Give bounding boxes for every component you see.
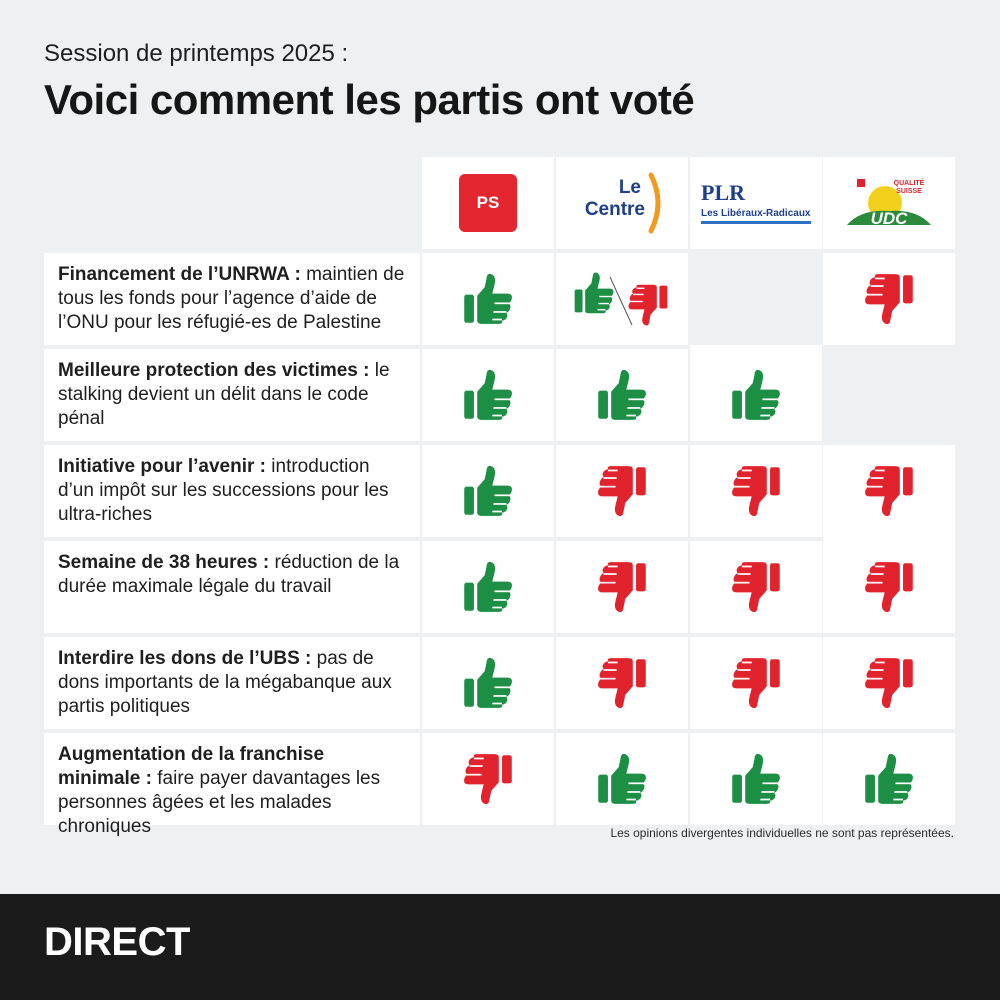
vote-cell-udc xyxy=(823,253,955,345)
vote-cell-ps xyxy=(422,637,554,729)
vote-cell-udc xyxy=(823,445,955,537)
plr-logo-bar xyxy=(701,221,811,224)
thumbs-up-icon xyxy=(595,752,649,806)
row-description: introduction d’un impôt sur les successions pour les ultra-riches xyxy=(58,456,389,525)
le-centre-logo xyxy=(577,171,667,235)
thumbs-up-icon xyxy=(461,656,515,710)
row-label xyxy=(44,349,420,441)
thumbs-down-icon xyxy=(595,656,649,710)
ps-logo-text: PS xyxy=(476,193,500,212)
row-label xyxy=(44,253,420,345)
row-title: Semaine de 38 heures : xyxy=(58,552,270,573)
thumbs-down-icon xyxy=(729,656,783,710)
thumbs-up-icon xyxy=(729,752,783,806)
thumbs-down-icon xyxy=(595,560,649,614)
vote-cell-ps xyxy=(422,733,554,825)
vote-cell-le-centre xyxy=(556,253,688,345)
thumbs-down-icon xyxy=(626,283,670,327)
plr-logo xyxy=(701,182,811,224)
le-centre-arc-icon xyxy=(647,171,667,235)
le-centre-logo-line2: Centre xyxy=(584,199,645,220)
thumbs-up-icon xyxy=(461,560,515,614)
row-title: Initiative pour l’avenir : xyxy=(58,456,266,477)
kicker: Session de printemps 2025 : xyxy=(44,40,349,67)
vote-cell-udc xyxy=(823,733,955,825)
vote-cell-le-centre xyxy=(556,445,688,537)
footer xyxy=(0,894,1000,1000)
row-title: Interdire les dons de l’UBS : xyxy=(58,648,312,669)
thumbs-up-icon xyxy=(862,752,916,806)
row-description: pas de dons importants de la mégabanque aux partis politiques xyxy=(58,648,392,717)
row-label xyxy=(44,541,420,633)
row-description: réduction de la durée maximale légale du travail xyxy=(58,552,400,597)
udc-tag-line1: QUALITÉ xyxy=(893,180,925,187)
row-title: Augmentation de la franchise minimale : xyxy=(58,744,325,789)
thumbs-down-icon xyxy=(729,464,783,518)
plr-logo-subtitle: Les Libéraux-Radicaux xyxy=(701,208,811,219)
thumbs-up-icon xyxy=(461,272,515,326)
thumbs-down-icon xyxy=(862,560,916,614)
row-label xyxy=(44,637,420,729)
vote-cell-plr xyxy=(690,637,822,729)
vote-cell-udc xyxy=(823,541,955,633)
vote-cell-plr xyxy=(690,445,822,537)
le-centre-logo-line1: Le xyxy=(618,177,641,198)
brand-logo: DIRECT xyxy=(44,920,190,964)
row-title: Meilleure protection des victimes : xyxy=(58,360,370,381)
party-header-le-centre xyxy=(556,157,688,249)
udc-tag-line2: SUISSE xyxy=(896,188,922,195)
row-description: faire payer davantages les personnes âgées et les malades chroniques xyxy=(58,768,381,837)
udc-logo-text: UDC xyxy=(870,209,908,228)
page-title: Voici comment les partis ont voté xyxy=(44,76,695,123)
plr-logo-text: PLR xyxy=(701,180,745,205)
thumbs-up-icon xyxy=(729,368,783,422)
vote-cell-plr xyxy=(690,541,822,633)
thumbs-down-icon xyxy=(862,272,916,326)
vote-cell-udc xyxy=(823,637,955,729)
thumbs-down-icon xyxy=(729,560,783,614)
swiss-flag-icon xyxy=(857,179,865,187)
vote-cell-ps xyxy=(422,445,554,537)
vote-cell-le-centre xyxy=(556,733,688,825)
vote-cell-ps xyxy=(422,349,554,441)
footnote: Les opinions divergentes individuelles ne sont pas représentées. xyxy=(610,826,954,840)
udc-logo xyxy=(841,173,937,233)
thumbs-up-icon xyxy=(595,368,649,422)
thumbs-up-icon xyxy=(461,368,515,422)
party-header-ps xyxy=(422,157,554,249)
vote-cell-le-centre xyxy=(556,349,688,441)
row-description: maintien de tous les fonds pour l’agence d’aide de l’ONU pour les réfugié-es de Palestine xyxy=(58,264,405,333)
split-vote xyxy=(570,269,674,329)
thumbs-down-icon xyxy=(461,752,515,806)
vote-cell-plr xyxy=(690,349,822,441)
thumbs-up-icon xyxy=(461,464,515,518)
thumbs-down-icon xyxy=(862,656,916,710)
row-title: Financement de l’UNRWA : xyxy=(58,264,301,285)
ps-logo xyxy=(459,174,517,232)
row-label xyxy=(44,733,420,837)
row-label xyxy=(44,445,420,537)
party-header-udc xyxy=(823,157,955,249)
thumbs-down-icon xyxy=(862,464,916,518)
vote-cell-ps xyxy=(422,541,554,633)
vote-cell-ps xyxy=(422,253,554,345)
vote-cell-plr xyxy=(690,733,822,825)
party-header-plr xyxy=(690,157,822,249)
vote-cell-le-centre xyxy=(556,637,688,729)
thumbs-down-icon xyxy=(595,464,649,518)
vote-cell-le-centre xyxy=(556,541,688,633)
row-description: le stalking devient un délit dans le code pénal xyxy=(58,360,390,429)
